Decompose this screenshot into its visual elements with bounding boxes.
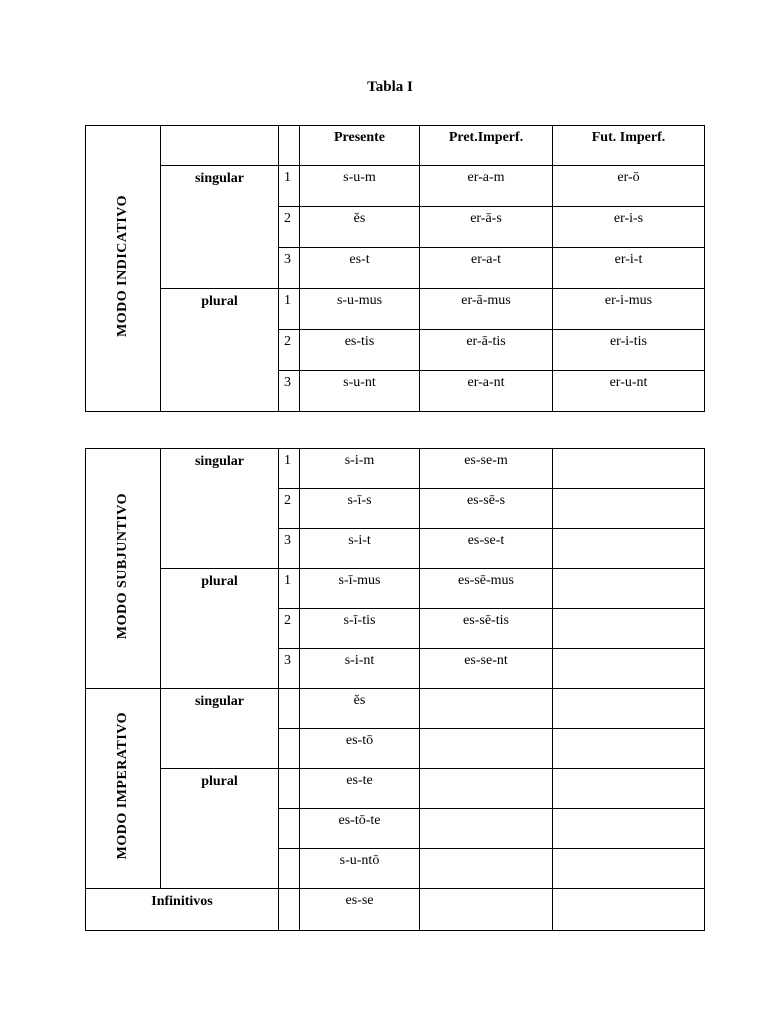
form-presente: s-i-t [300, 529, 420, 569]
form-imperativo: es-tō [300, 729, 420, 769]
form-imperativo: es-tō-te [300, 809, 420, 849]
mode-label-imperativo: MODO IMPERATIVO [115, 712, 130, 860]
form-presente: s-u-mus [300, 289, 420, 330]
form-presente: s-i-nt [300, 649, 420, 689]
form-fut-imperf: er-u-nt [553, 371, 705, 412]
person-number: 3 [279, 529, 300, 569]
number-label-singular: singular [161, 689, 279, 769]
person-number: 3 [279, 649, 300, 689]
form-fut-imperf: er-i-s [553, 207, 705, 248]
empty-cell [553, 649, 705, 689]
form-pret-imperf: es-sē-s [420, 489, 553, 529]
mode-label-indicativo: MODO INDICATIVO [115, 195, 130, 337]
form-presente: ĕs [300, 207, 420, 248]
number-label-plural: plural [161, 769, 279, 889]
form-pret-imperf: er-ā-tis [420, 330, 553, 371]
form-presente: s-ī-mus [300, 569, 420, 609]
empty-cell [279, 849, 300, 889]
table-row [86, 689, 705, 729]
person-number: 1 [279, 166, 300, 207]
form-fut-imperf: er-i-mus [553, 289, 705, 330]
mode-cell-subjuntivo [86, 449, 161, 689]
number-label-plural: plural [161, 569, 279, 689]
empty-cell [420, 849, 553, 889]
person-number: 1 [279, 569, 300, 609]
empty-cell [279, 689, 300, 729]
empty-cell [553, 729, 705, 769]
empty-cell [553, 889, 705, 931]
form-infinitivo: es-se [300, 889, 420, 931]
empty-cell [420, 889, 553, 931]
empty-cell [553, 529, 705, 569]
form-presente: es-t [300, 248, 420, 289]
empty-cell [553, 609, 705, 649]
header-row [86, 126, 705, 166]
form-imperativo: ĕs [300, 689, 420, 729]
infinitivos-label: Infinitivos [86, 889, 279, 931]
form-pret-imperf: es-se-nt [420, 649, 553, 689]
header-presente: Presente [300, 126, 420, 166]
indicativo-table [85, 125, 705, 412]
empty-cell [553, 449, 705, 489]
person-number: 1 [279, 289, 300, 330]
empty-cell [420, 769, 553, 809]
form-imperativo: es-te [300, 769, 420, 809]
table-title: Tabla I [367, 79, 413, 95]
form-pret-imperf: es-se-t [420, 529, 553, 569]
table-row [86, 889, 705, 931]
empty-cell [420, 809, 553, 849]
form-presente: s-u-m [300, 166, 420, 207]
empty-header-cell [161, 126, 279, 166]
empty-cell [279, 809, 300, 849]
form-pret-imperf: es-sē-tis [420, 609, 553, 649]
empty-cell [420, 729, 553, 769]
person-number: 3 [279, 248, 300, 289]
person-number: 2 [279, 207, 300, 248]
person-number: 2 [279, 609, 300, 649]
mode-cell-imperativo [86, 689, 161, 889]
empty-cell [553, 569, 705, 609]
table-row [86, 166, 705, 207]
form-presente: es-tis [300, 330, 420, 371]
form-pret-imperf: er-ā-mus [420, 289, 553, 330]
empty-cell [420, 689, 553, 729]
person-number: 2 [279, 489, 300, 529]
empty-cell [553, 689, 705, 729]
form-fut-imperf: er-ō [553, 166, 705, 207]
empty-cell [279, 889, 300, 931]
form-pret-imperf: er-ā-s [420, 207, 553, 248]
empty-cell [279, 769, 300, 809]
form-imperativo: s-u-ntō [300, 849, 420, 889]
empty-cell [553, 809, 705, 849]
person-number: 1 [279, 449, 300, 489]
form-pret-imperf: es-sē-mus [420, 569, 553, 609]
form-fut-imperf: er-i-tis [553, 330, 705, 371]
form-pret-imperf: er-a-t [420, 248, 553, 289]
header-fut-imperf: Fut. Imperf. [553, 126, 705, 166]
form-pret-imperf: er-a-m [420, 166, 553, 207]
number-label-plural: plural [161, 289, 279, 412]
form-pret-imperf: er-a-nt [420, 371, 553, 412]
table-row [86, 569, 705, 609]
empty-cell [279, 729, 300, 769]
header-pret-imperf: Pret.Imperf. [420, 126, 553, 166]
mode-cell-indicativo [86, 126, 161, 412]
table-row [86, 449, 705, 489]
number-label-singular: singular [161, 166, 279, 289]
table-row [86, 289, 705, 330]
form-presente: s-i-m [300, 449, 420, 489]
mode-label-subjuntivo: MODO SUBJUNTIVO [115, 492, 130, 640]
form-presente: s-u-nt [300, 371, 420, 412]
person-number: 3 [279, 371, 300, 412]
form-presente: s-ī-s [300, 489, 420, 529]
person-number: 2 [279, 330, 300, 371]
form-fut-imperf: er-i-t [553, 248, 705, 289]
empty-cell [553, 769, 705, 809]
form-pret-imperf: es-se-m [420, 449, 553, 489]
table-row [86, 769, 705, 809]
number-label-singular: singular [161, 449, 279, 569]
empty-header-cell [279, 126, 300, 166]
empty-cell [553, 489, 705, 529]
empty-cell [553, 849, 705, 889]
form-presente: s-ī-tis [300, 609, 420, 649]
subjuntivo-imperativo-table [85, 448, 705, 931]
